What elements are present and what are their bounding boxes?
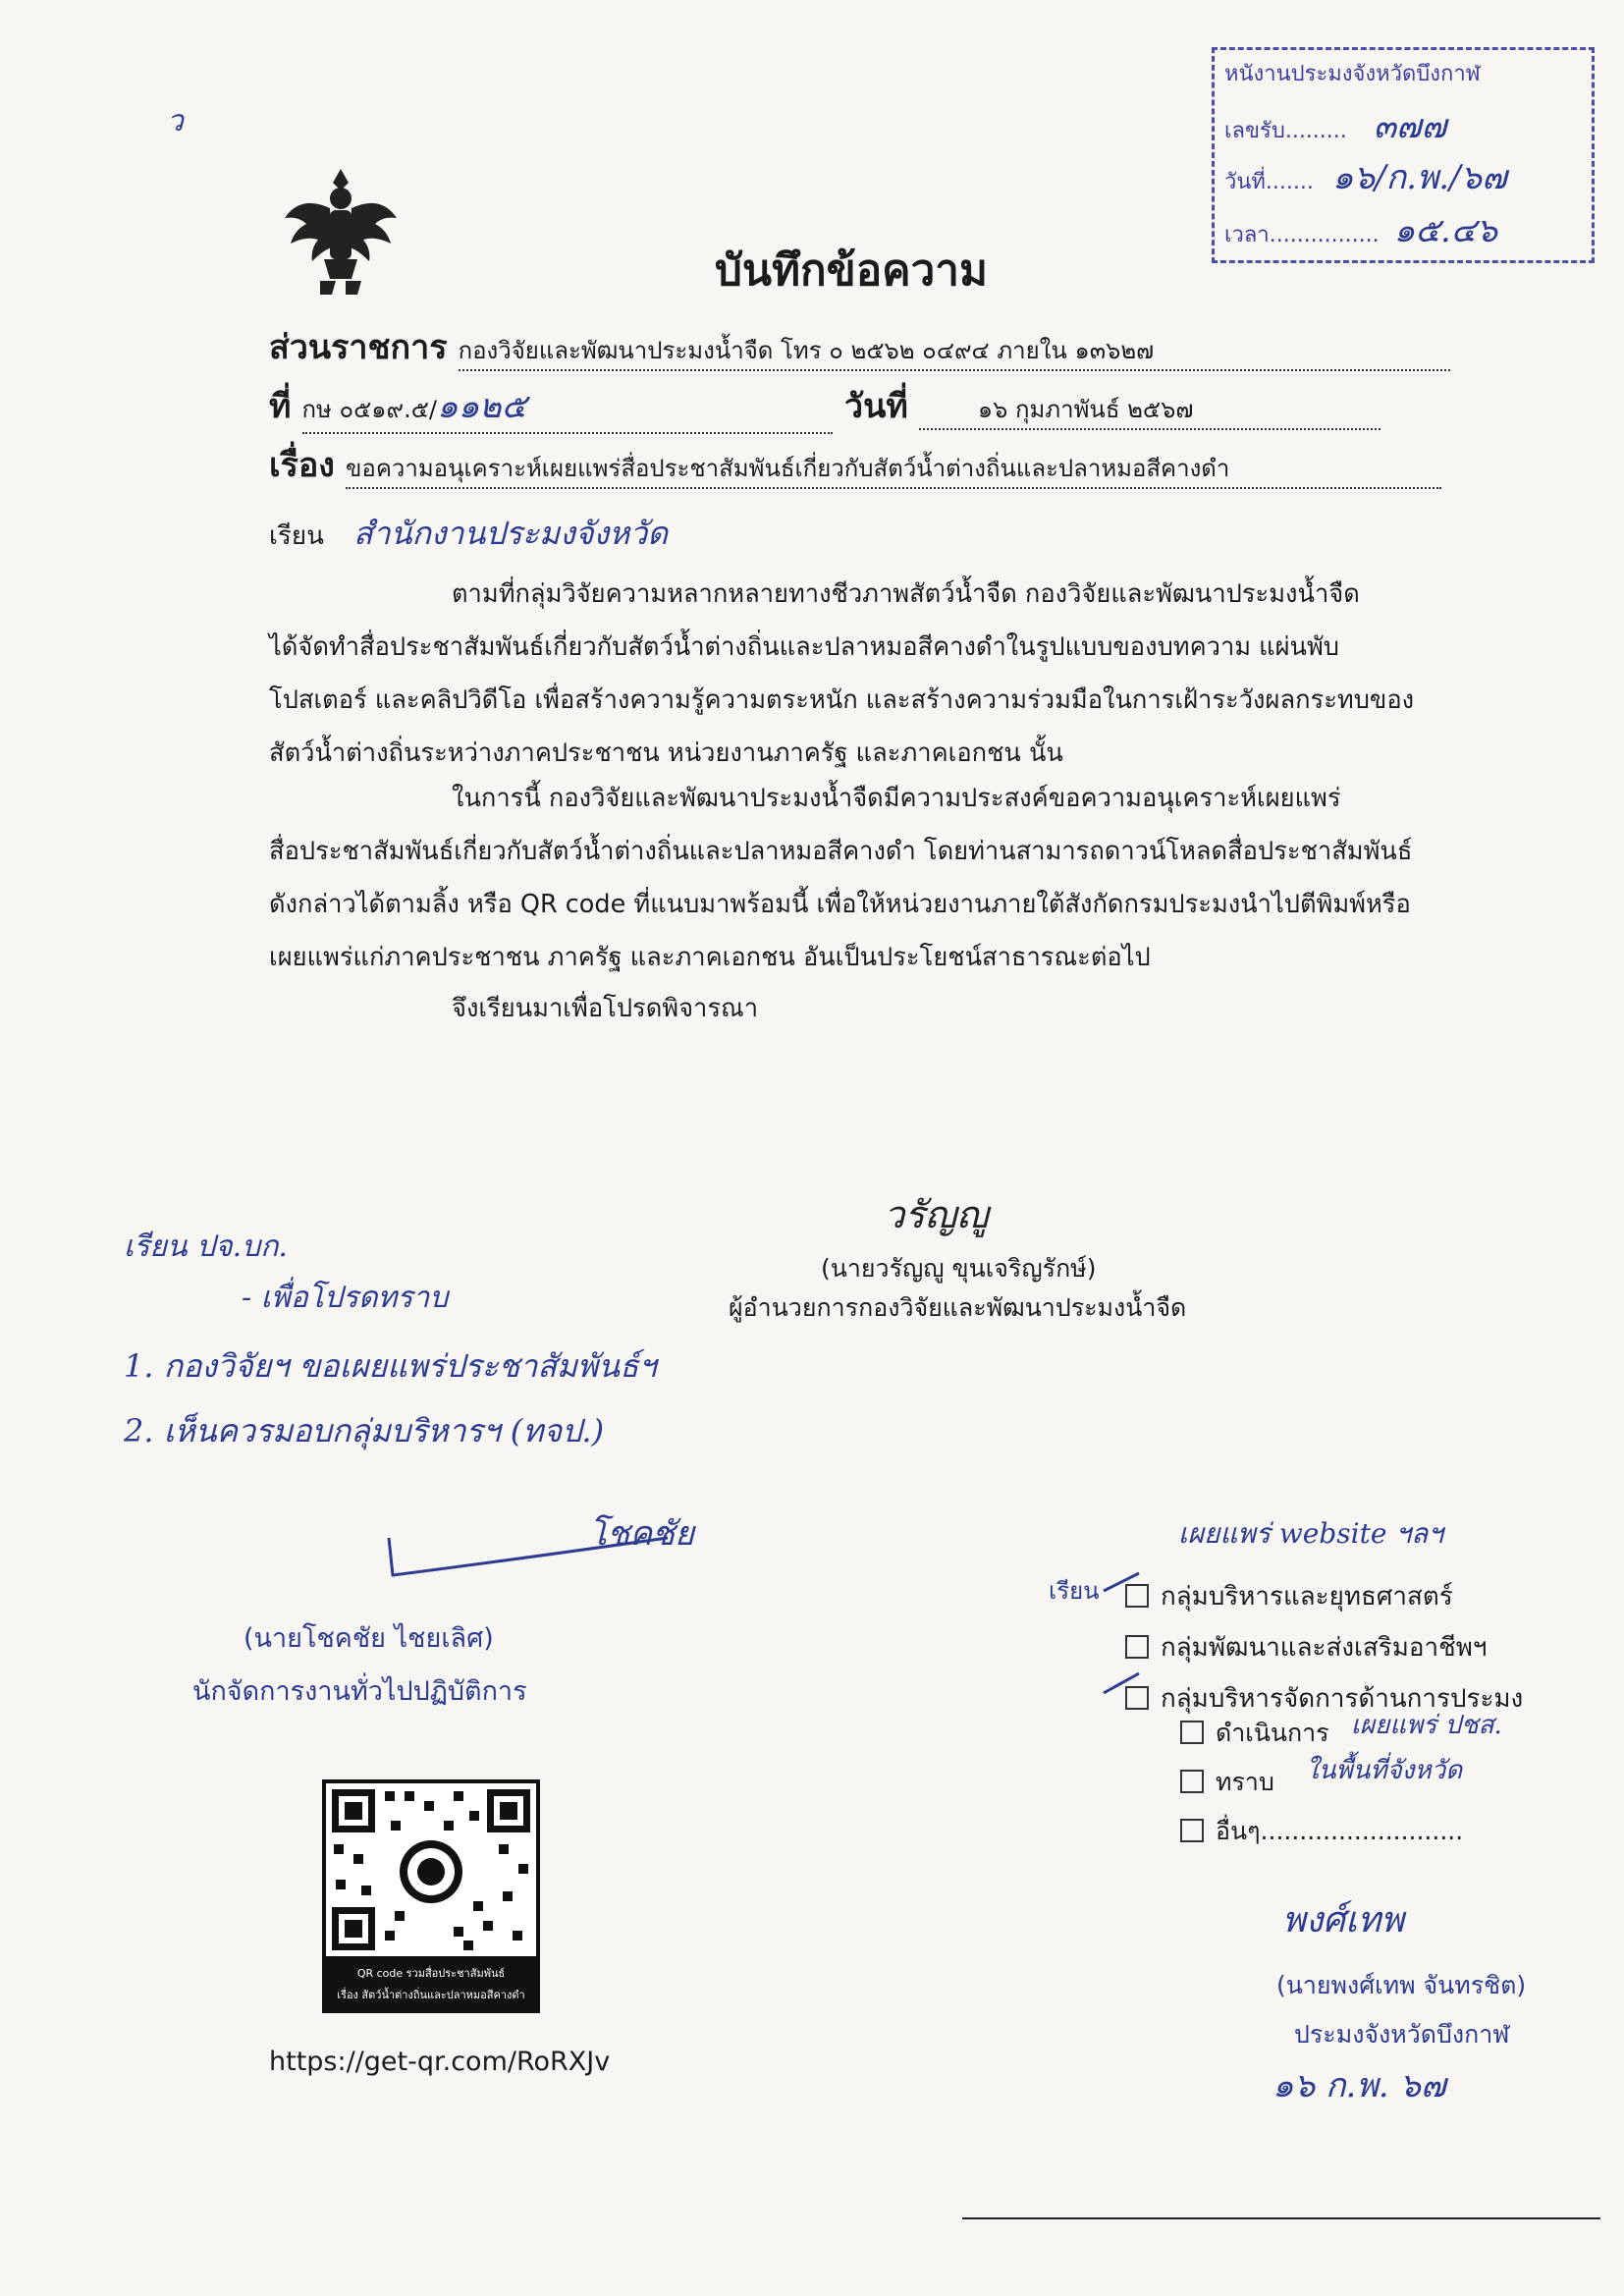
stamp-date-label: วันที่ [1224,170,1266,194]
stamp-recv-no: ๓๗๗ [1373,107,1447,146]
action-note-2: ในพื้นที่จังหวัด [1306,1756,1463,1785]
qr-url-link[interactable]: https://get-qr.com/RoRXJv [269,2047,611,2077]
chief-name: (นายพงศ์เทพ จันทรชิต) [1276,1971,1527,1999]
director-position: ผู้อำนวยการกองวิจัยและพัฒนาประมงน้ำจืด [729,1293,1187,1322]
stamp-time: ๑๕.๔๖ [1393,211,1498,250]
department-line [269,320,1457,373]
bottom-rule [962,2217,1600,2219]
routing-note: เผยแพร่ website ฯลฯ [1178,1517,1443,1550]
para2-line: เผยแพร่แก่ภาคประชาชน ภาครัฐ และภาคเอกชน อันเป็นประโยชน์สาธารณะต่อไป [269,943,1151,972]
reference-line [269,379,833,434]
stamp-recv-label: เลขรับ [1224,119,1285,143]
closing-text: จึงเรียนมาเพื่อโปรดพิจารณา [452,994,759,1023]
checkbox[interactable] [1180,1721,1204,1744]
checkbox[interactable] [1180,1819,1204,1842]
stamp-date: ๑๖/ก.พ./๖๗ [1331,158,1507,197]
date-label: วันที่ [844,387,908,426]
qr-caption-1: QR code รวมสื่อประชาสัมพันธ์ [356,1967,506,1980]
director-signature: วรัญญู [884,1193,989,1236]
garuda-emblem-icon [281,165,401,302]
subject-line [269,438,1441,491]
salutation-handwritten: สำนักงานประมงจังหวัด [353,515,668,552]
margin-note-line2: - เพื่อโปรดทราบ [242,1281,449,1315]
routing-action[interactable]: อื่นๆ.......................... [1180,1807,1463,1856]
page-title: บันทึกข้อความ [715,246,989,296]
chief-signature: พงศ์เทพ [1282,1900,1404,1941]
stamp-office: หนังานประมงจังหวัดบึงกาฬ [1224,62,1481,86]
officer-name: (นายโชคชัย ไชยเลิศ) [244,1623,494,1654]
margin-note-line4: 2. เห็นควรมอบกลุ่มบริหารฯ (ทจป.) [124,1412,605,1449]
chief-date: ๑๖ ก.พ. ๖๗ [1272,2066,1446,2105]
para2-line: ดังกล่าวได้ตามลิ้ง หรือ QR code ที่แนบมาพร้อมนี้ เพื่อให้หน่วยงานภายใต้สังกัดกรมประมงนำไปตีพิมพ์หรือ [269,890,1411,919]
department-label: ส่วนราชการ [269,328,448,367]
date-value: ๑๖ กุมภาพันธ์ ๒๕๖๗ [919,390,1380,430]
routing-option[interactable]: กลุ่มบริหารจัดการด้านการประมง [1125,1673,1523,1724]
officer-position: นักจัดการงานทั่วไปปฏิบัติการ [192,1676,527,1707]
margin-note-line3: 1. กองวิจัยฯ ขอเผยแพร่ประชาสัมพันธ์ฯ [124,1347,657,1385]
para1-line: ได้จัดทำสื่อประชาสัมพันธ์เกี่ยวกับสัตว์น้ำต่างถิ่นและปลาหมอสีคางดำในรูปแบบของบทความ แผ่นพับ [269,632,1339,662]
para1-line: โปสเตอร์ และคลิปวิดีโอ เพื่อสร้างความรู้ความตระหนัก และสร้างความร่วมมือในการเฝ้าระวังผลกระทบของ [269,685,1415,715]
routing-action[interactable]: ทราบ [1180,1758,1463,1807]
reference-value: กษ ๐๕๑๙.๕/ [301,396,437,423]
subject-value: ขอความอนุเคราะห์เผยแพร่สื่อประชาสัมพันธ์เกี่ยวกับสัตว์น้ำต่างถิ่นและปลาหมอสีคางดำ [346,449,1441,489]
subject-label: เรื่อง [269,446,335,485]
qr-caption-2: เรื่อง สัตว์น้ำต่างถิ่นและปลาหมอสีคางดำ [337,1989,525,2001]
date-line [844,379,1380,432]
director-name: (นายวรัญญู ขุนเจริญรักษ์) [821,1254,1097,1283]
reference-handwritten: ๑๑๒๕ [437,387,527,426]
department-value: กองวิจัยและพัฒนาประมงน้ำจืด โทร ๐ ๒๕๖๒ ๐๔๙๔ ภายใน ๑๓๖๒๗ [459,331,1450,371]
body-paragraph-1 [269,568,1414,780]
para1-line: ตามที่กลุ่มวิจัยความหลากหลายทางชีวภาพสัตว์น้ำจืด กองวิจัยและพัฒนาประมงน้ำจืด [452,579,1360,609]
action-note-1: เผยแพร่ ปชส. [1351,1711,1502,1740]
chief-position: ประมงจังหวัดบึงกาฬ [1294,2020,1510,2049]
routing-options [1125,1571,1523,1724]
margin-note-line1: เรียน ปจ.บก. [124,1230,288,1264]
qr-pattern-icon [326,1783,536,1956]
para2-line: สื่อประชาสัมพันธ์เกี่ยวกับสัตว์น้ำต่างถิ่นและปลาหมอสีคางดำ โดยท่านสามารถดาวน์โหลดสื่อประชาสัมพันธ์ [269,837,1413,866]
routing-option[interactable]: กลุ่มพัฒนาและส่งเสริมอาชีพฯ [1125,1622,1523,1673]
stamp-time-label: เวลา [1224,223,1270,247]
checkbox[interactable] [1180,1770,1204,1793]
routing-to-label: เรียน [1049,1577,1100,1605]
salutation [269,509,668,559]
salutation-label: เรียน [269,521,324,551]
para1-line: สัตว์น้ำต่างถิ่นระหว่างภาคประชาชน หน่วยงานภาครัฐ และภาคเอกชน นั้น [269,738,1063,768]
checkmark-icon [1098,1571,1176,1768]
officer-signature: โชคชัย [589,1514,695,1554]
routing-option[interactable]: กลุ่มบริหารและยุทธศาสตร์ [1125,1571,1523,1622]
para2-line: ในการนี้ กองวิจัยและพัฒนาประมงน้ำจืดมีความประสงค์ขอความอนุเคราะห์เผยแพร่ [452,784,1341,813]
signature-stroke-icon [383,1532,677,1583]
routing-action[interactable]: ดำเนินการ [1180,1709,1463,1758]
receiving-stamp: หนังานประมงจังหวัดบึงกาฬ เลขรับ......... ๓๗๗ วันที่....... ๑๖/ก.พ./๖๗ เวลา................ ๑๕.๔๖ [1212,47,1595,263]
reference-label: ที่ [269,387,292,426]
body-paragraph-2 [269,772,1412,984]
qr-code[interactable] [322,1779,540,2013]
corner-mark: ว [167,104,184,138]
